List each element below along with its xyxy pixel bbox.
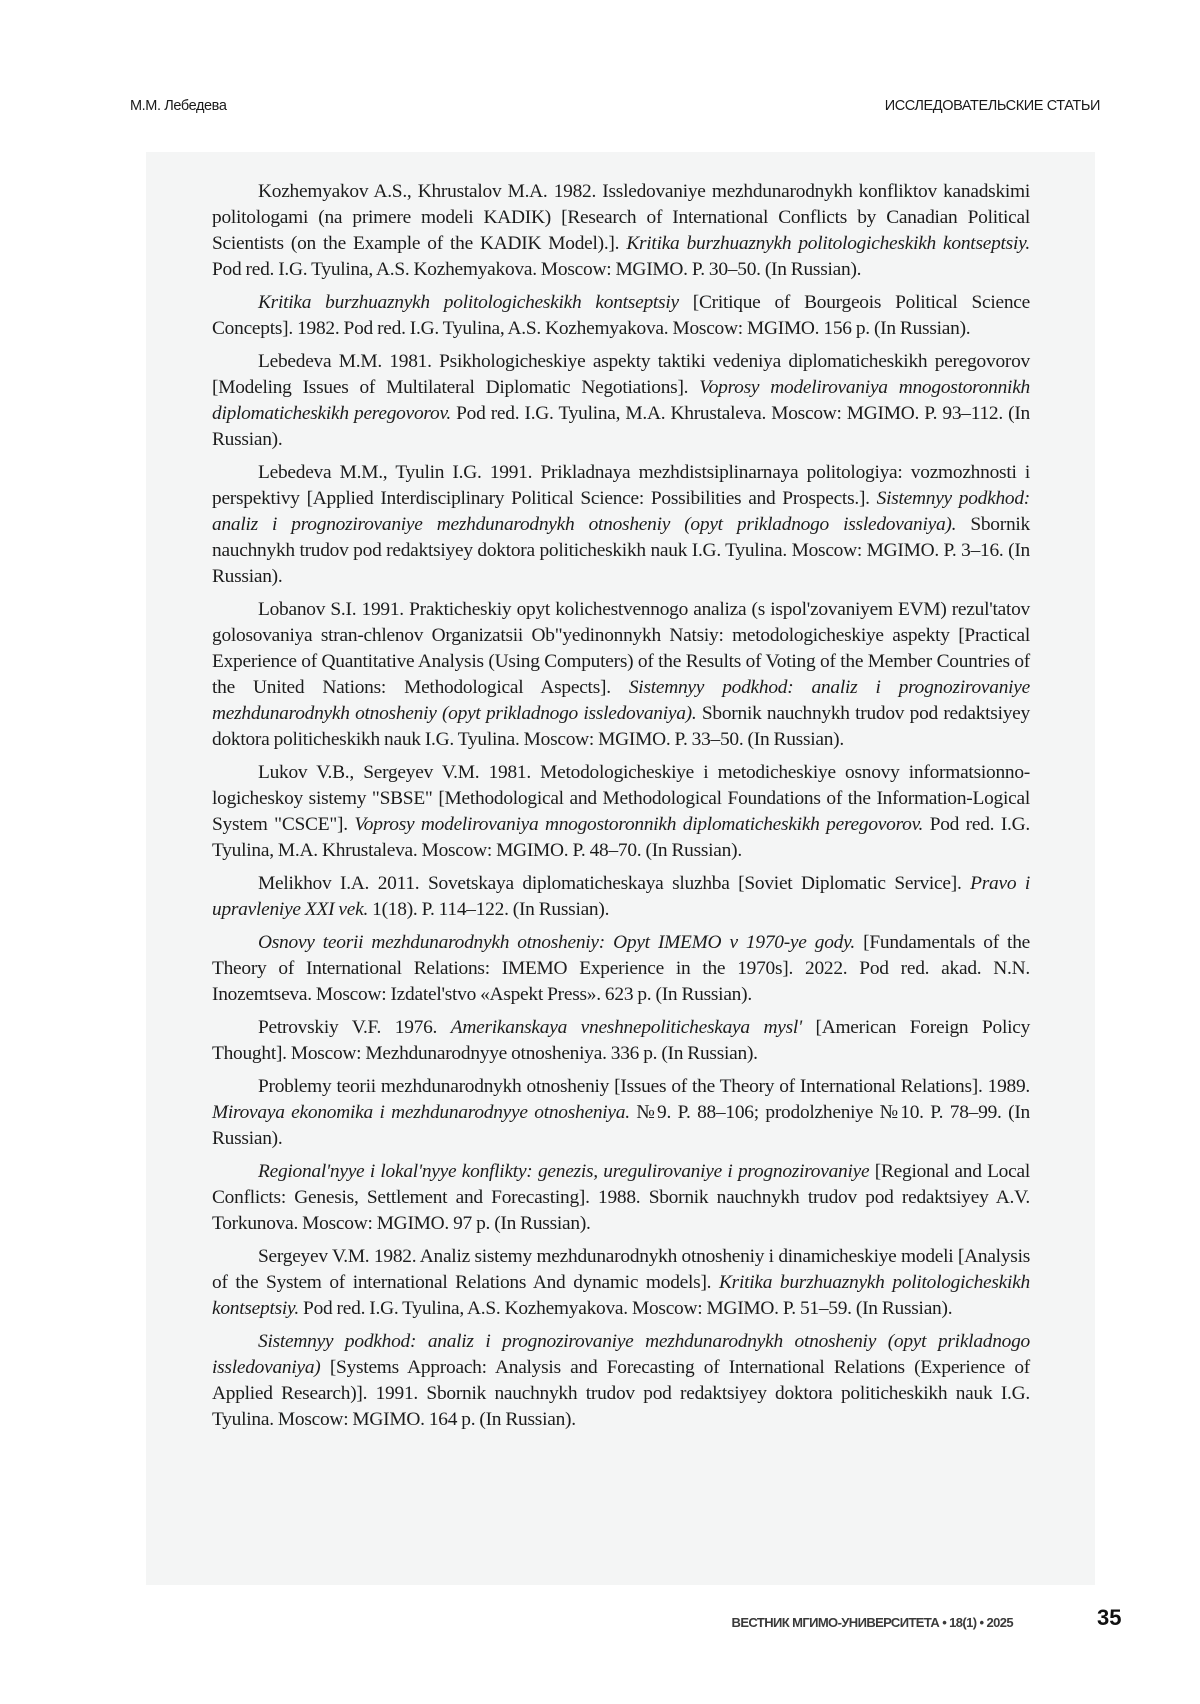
reference-title-italic: Mirovaya ekonomika i mezhdunarodnyye otnosheniya. [212,1102,630,1123]
reference-text: Lukov V.B., Sergeyev V.M. 1981. Metodologicheskiye i metodicheskiye osnovy informatsionno-logicheskoy sistemy "SBSE" [Methodological and Methodological Foundations of the Information-Logical System "CSCE"]. [212,762,1030,835]
reference-entry [212,597,1030,753]
reference-entry [212,179,1030,283]
reference-entry [212,930,1030,1008]
reference-entry [212,1074,1030,1152]
journal-footer: ВЕСТНИК МГИМО-УНИВЕРСИТЕТА • 18(1) • 2025 [732,1615,1013,1630]
reference-title-italic: Voprosy modelirovaniya mnogostoronnikh diplomaticheskikh peregovorov. [212,377,1030,424]
reference-text: Pod red. I.G. Tyulina, A.S. Kozhemyakova. Moscow: MGIMO. P. 51–59. (In Russian). [299,1298,952,1319]
reference-entry [212,871,1030,923]
reference-text: Sbornik nauchnykh trudov pod redaktsiyey doktora politicheskikh nauk I.G. Tyulina. Moscow: MGIMO. P. 3–16. (In Russian). [212,514,1030,587]
reference-title-italic: Voprosy modelirovaniya mnogostoronnikh diplomaticheskikh peregovorov. [354,814,923,835]
reference-text: Kozhemyakov A.S., Khrustalov M.A. 1982. Issledovaniye mezhdunarodnykh konfliktov kanadskimi politologami (na primere modeli KADIK) [Research of International Conflicts by Canadian Political Scientists (on the Example of the KADIK Model).]. [212,181,1030,254]
reference-text: Sergeyev V.M. 1982. Analiz sistemy mezhdunarodnykh otnosheniy i dinamicheskiye modeli [Analysis of the System of international Relations And dynamic models]. [212,1246,1030,1293]
reference-text: [Critique of Bourgeois Political Science Concepts]. 1982. Pod red. I.G. Tyulina, A.S. Kozhemyakova. Moscow: MGIMO. 156 p. (In Russian). [212,292,1030,339]
reference-entry [212,1329,1030,1433]
reference-entry [212,349,1030,453]
reference-list [212,179,1030,1440]
reference-text: Pod red. I.G. Tyulina, M.A. Khrustaleva. Moscow: MGIMO. P. 93–112. (In Russian). [212,403,1030,450]
reference-text: Pod red. I.G. Tyulina, M.A. Khrustaleva. Moscow: MGIMO. P. 48–70. (In Russian). [212,814,1030,861]
reference-text: Sbornik nauchnykh trudov pod redaktsiyey doktora politicheskikh nauk I.G. Tyulina. Moscow: MGIMO. P. 33–50. (In Russian). [212,703,1030,750]
reference-title-italic: Pravo i upravleniye XXI vek. [212,873,1030,920]
reference-title-italic: Osnovy teorii mezhdunarodnykh otnosheniy: Opyt IMEMO v 1970-ye gody. [258,932,855,953]
reference-title-italic: Amerikanskaya vneshnepoliticheskaya mysl' [451,1017,802,1038]
reference-text: [Regional and Local Conflicts: Genesis, Settlement and Forecasting]. 1988. Sbornik nauchnykh trudov pod redaktsiyey A.V. Torkunova. Moscow: MGIMO. 97 p. (In Russian). [212,1161,1030,1234]
reference-entry [212,1244,1030,1322]
reference-entry [212,290,1030,342]
reference-title-italic: Kritika burzhuaznykh politologicheskikh kontseptsiy. [212,1272,1030,1319]
reference-entry [212,1159,1030,1237]
reference-text: [Systems Approach: Analysis and Forecasting of International Relations (Experience of Applied Research)]. 1991. Sbornik nauchnykh trudov pod redaktsiyey doktora politicheskikh nauk I.G. Tyulina. Moscow: MGIMO. 164 p. (In Russian). [212,1357,1030,1430]
reference-title-italic: Kritika burzhuaznykh politologicheskikh kontseptsiy [258,292,679,313]
reference-text: Lobanov S.I. 1991. Prakticheskiy opyt kolichestvennogo analiza (s ispol'zovaniyem EVM) rezul'tatov golosovaniya stran-chlenov Organizatsii Ob"yedinonnykh Natsiy: metodologicheskiye aspekty [Practical Experience of Quantitative Analysis (Using Computers) of the Results of Voting of the Member Countries of the United Nations: Methodological Aspects]. [212,599,1030,698]
reference-title-italic: Sistemnyy podkhod: analiz i prognozirovaniye mezhdunarodnykh otnosheniy (opyt prikladnogo issledovaniya). [212,677,1030,724]
reference-text: Lebedeva M.M. 1981. Psikhologicheskiye aspekty taktiki vedeniya diplomaticheskikh peregovorov [Modeling Issues of Multilateral Diplomatic Negotiations]. [212,351,1030,398]
reference-text: Problemy teorii mezhdunarodnykh otnosheniy [Issues of the Theory of International Relations]. 1989. [258,1076,1030,1097]
reference-title-italic: Sistemnyy podkhod: analiz i prognozirovaniye mezhdunarodnykh otnosheniy (opyt prikladnogo issledovaniya) [212,1331,1030,1378]
reference-title-italic: Sistemnyy podkhod: analiz i prognozirovaniye mezhdunarodnykh otnosheniy (opyt prikladnogo issledovaniya). [212,488,1030,535]
reference-entry [212,1015,1030,1067]
reference-title-italic: Regional'nyye i lokal'nyye konflikty: genezis, uregulirovaniye i prognozirovaniye [258,1161,869,1182]
reference-text: Pod red. I.G. Tyulina, A.S. Kozhemyakova. Moscow: MGIMO. P. 30–50. (In Russian). [212,259,861,280]
page-number: 35 [1097,1605,1121,1631]
reference-text: Melikhov I.A. 2011. Sovetskaya diplomaticheskaya sluzhba [Soviet Diplomatic Service]. [258,873,970,894]
reference-text: [Fundamentals of the Theory of International Relations: IMEMO Experience in the 1970s]. 2022. Pod red. akad. N.N. Inozemtseva. Moscow: Izdatel'stvo «Aspekt Press». 623 p. (In Russian). [212,932,1030,1005]
reference-text: Lebedeva M.M., Tyulin I.G. 1991. Prikladnaya mezhdistsiplinarnaya politologiya: vozmozhnosti i perspektivy [Applied Interdisciplinary Political Science: Possibilities and Prospects.]. [212,462,1030,509]
reference-text: 1(18). P. 114–122. (In Russian). [368,899,609,920]
reference-entry [212,460,1030,590]
reference-entry [212,760,1030,864]
reference-text: [American Foreign Policy Thought]. Moscow: Mezhdunarodnyye otnosheniya. 336 p. (In Russian). [212,1017,1030,1064]
reference-title-italic: Kritika burzhuaznykh politologicheskikh kontseptsiy. [626,233,1030,254]
running-header-section: ИССЛЕДОВАТЕЛЬСКИЕ СТАТЬИ [885,98,1100,114]
running-header-author: М.М. Лебедева [130,98,226,114]
reference-text: №9. P. 88–106; prodolzheniye №10. P. 78–99. (In Russian). [212,1102,1030,1149]
reference-text: Petrovskiy V.F. 1976. [258,1017,451,1038]
